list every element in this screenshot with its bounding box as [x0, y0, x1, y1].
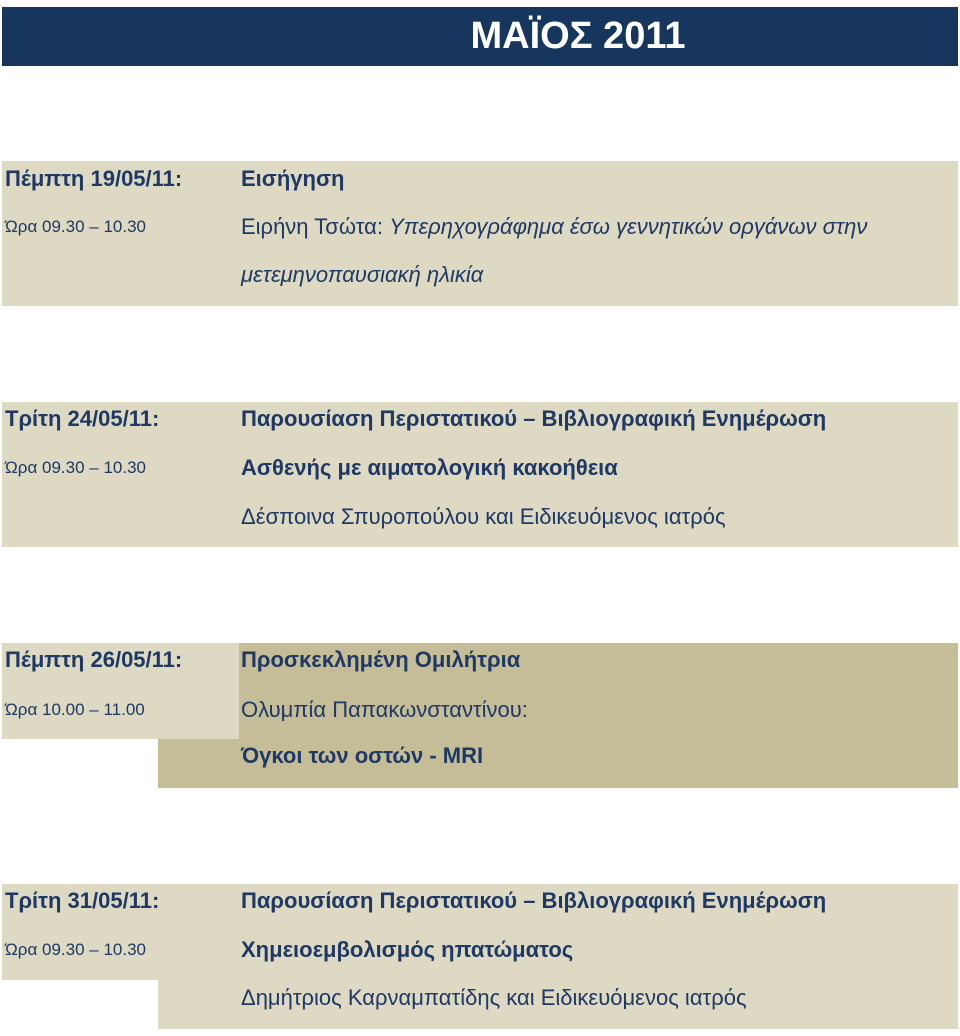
- event-2-date: Τρίτη 24/05/11:: [5, 406, 160, 431]
- event-2-topic: Ασθενής με αιματολογική κακοήθεια: [241, 455, 618, 480]
- event-3-time: Ώρα 10.00 – 11.00: [5, 700, 145, 719]
- event-1-time: Ώρα 09.30 – 10.30: [5, 217, 146, 236]
- event-3-speaker: Ολυμπία Παπακωνσταντίνου:: [241, 697, 528, 722]
- event-4-date: Τρίτη 31/05/11:: [5, 888, 160, 913]
- event-2-speaker: Δέσποινα Σπυροπούλου και Ειδικευόμενος ιατρός: [241, 504, 726, 529]
- event-2-time: Ώρα 09.30 – 10.30: [5, 458, 146, 477]
- event-4-topic: Χημειοεμβολισμός ηπατώματος: [241, 937, 574, 962]
- event-1-topic-part2: μετεμηνοπαυσιακή ηλικία: [241, 262, 484, 287]
- event-1-date: Πέμπτη 19/05/11:: [5, 166, 183, 191]
- event-4-time: Ώρα 09.30 – 10.30: [5, 940, 146, 959]
- event-1-heading: Εισήγηση: [241, 166, 345, 191]
- event-2-heading: Παρουσίαση Περιστατικού – Βιβλιογραφική Ενημέρωση: [241, 406, 827, 431]
- event-3-topic: Όγκοι των οστών - MRI: [241, 743, 484, 768]
- event-3-heading: Προσκεκλημένη Ομιλήτρια: [241, 647, 521, 672]
- page-title: ΜΑΪΟΣ 2011: [470, 15, 686, 57]
- event-4-speaker: Δημήτριος Καρναμπατίδης και Ειδικευόμενος ιατρός: [241, 985, 747, 1010]
- event-1-speaker-line: [241, 212, 867, 242]
- event-4-heading: Παρουσίαση Περιστατικού – Βιβλιογραφική Ενημέρωση: [241, 888, 827, 913]
- event-1-speaker: Ειρήνη Τσώτα:: [241, 214, 383, 239]
- event-3-date: Πέμπτη 26/05/11:: [5, 647, 183, 672]
- event-1-topic-part1: Υπερηχογράφημα έσω γεννητικών οργάνων στην: [389, 214, 868, 239]
